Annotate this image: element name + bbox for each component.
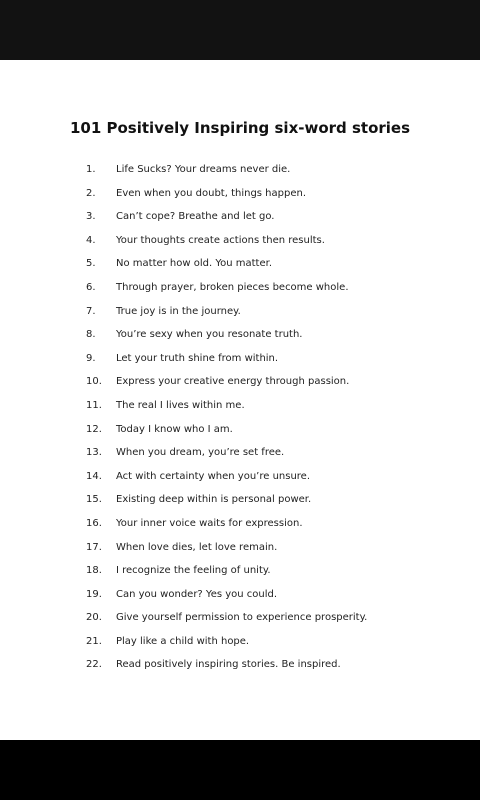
story-text: No matter how old. You matter. — [116, 258, 272, 270]
story-number: 19. — [86, 588, 102, 600]
story-text: Life Sucks? Your dreams never die. — [116, 164, 291, 175]
story-text: Let your truth shine from within. — [116, 352, 279, 364]
list-item — [0, 375, 480, 399]
story-text: Express your creative energy through passion. — [116, 376, 350, 388]
story-number: 5. — [86, 258, 96, 270]
document-page — [0, 60, 480, 740]
story-text: I recognize the feeling of unity. — [116, 565, 271, 577]
story-number: 13. — [86, 447, 102, 459]
list-item — [0, 517, 480, 541]
story-number: 20. — [86, 612, 102, 624]
list-item — [0, 399, 480, 423]
story-text: When you dream, you’re set free. — [116, 447, 285, 459]
story-number: 14. — [86, 470, 102, 482]
story-number: 17. — [86, 541, 102, 553]
story-number: 22. — [86, 659, 102, 671]
story-text: True joy is in the journey. — [116, 305, 241, 317]
story-text: Through prayer, broken pieces become whole. — [116, 281, 349, 293]
list-item — [0, 611, 480, 635]
story-text: Can you wonder? Yes you could. — [116, 588, 278, 600]
list-item — [0, 234, 480, 258]
list-item — [0, 470, 480, 494]
list-item — [0, 281, 480, 305]
list-item — [0, 163, 480, 187]
story-list — [0, 163, 480, 682]
list-item — [0, 446, 480, 470]
list-item — [0, 305, 480, 329]
story-number: 15. — [86, 494, 102, 506]
story-number: 11. — [86, 399, 102, 411]
list-item — [0, 564, 480, 588]
list-item — [0, 352, 480, 376]
story-number: 6. — [86, 281, 96, 293]
list-item — [0, 423, 480, 447]
story-text: Play like a child with hope. — [116, 635, 250, 647]
story-text: Existing deep within is personal power. — [116, 494, 312, 506]
story-number: 2. — [86, 187, 96, 199]
story-number: 21. — [86, 635, 102, 647]
story-text: Today I know who I am. — [116, 423, 233, 435]
story-number: 3. — [86, 211, 96, 223]
list-item — [0, 493, 480, 517]
list-item — [0, 328, 480, 352]
story-text: Read positively inspiring stories. Be inspired. — [116, 659, 341, 671]
story-number: 12. — [86, 423, 102, 435]
story-text: Even when you doubt, things happen. — [116, 187, 307, 199]
story-text: Give yourself permission to experience prosperity. — [116, 612, 368, 624]
story-text: Can’t cope? Breathe and let go. — [116, 211, 275, 223]
story-number: 1. — [86, 164, 96, 175]
story-text: Your thoughts create actions then results. — [116, 234, 325, 246]
story-text: Act with certainty when you’re unsure. — [116, 470, 311, 482]
story-text: Your inner voice waits for expression. — [116, 517, 303, 529]
story-number: 7. — [86, 305, 96, 317]
story-number: 16. — [86, 517, 102, 529]
story-number: 8. — [86, 329, 96, 341]
list-item — [0, 588, 480, 612]
top-black-bar — [0, 0, 480, 60]
story-text: You’re sexy when you resonate truth. — [116, 329, 303, 341]
list-item — [0, 635, 480, 659]
story-number: 4. — [86, 234, 96, 246]
story-number: 18. — [86, 565, 102, 577]
story-text: When love dies, let love remain. — [116, 541, 278, 553]
list-item — [0, 187, 480, 211]
list-item — [0, 210, 480, 234]
story-number: 9. — [86, 352, 96, 364]
list-item — [0, 257, 480, 281]
list-item — [0, 541, 480, 565]
document-title: 101 Positively Inspiring six-word stories — [69, 119, 411, 137]
list-item — [0, 658, 480, 682]
bottom-black-bar — [0, 740, 480, 800]
story-number: 10. — [86, 376, 102, 388]
story-text: The real I lives within me. — [116, 399, 245, 411]
